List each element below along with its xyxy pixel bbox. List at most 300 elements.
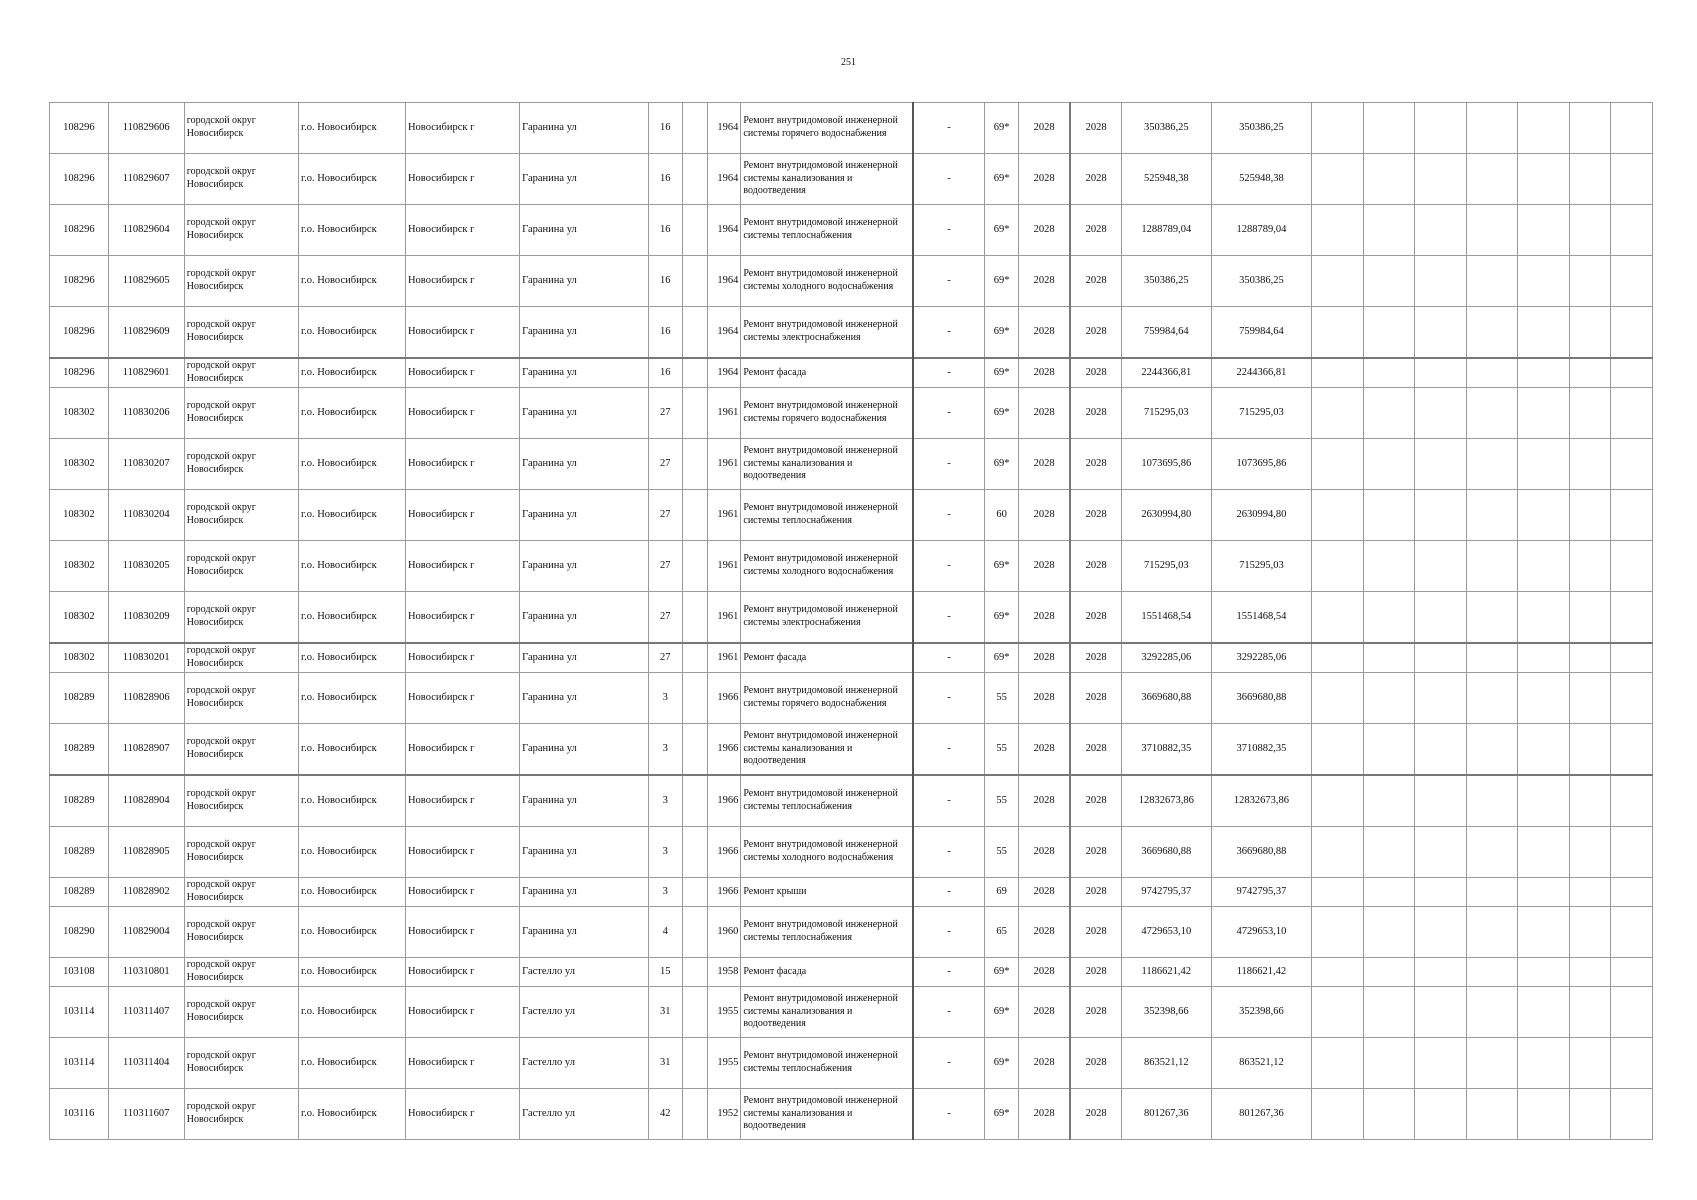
col-city: Новосибирск г: [405, 388, 519, 439]
col-empty: [1569, 388, 1610, 439]
col-empty: [1466, 724, 1517, 776]
col-year-built: 1958: [708, 958, 741, 987]
col-empty: [1363, 307, 1414, 359]
col-year-end: 2028: [1070, 987, 1121, 1038]
col-dash: -: [913, 878, 985, 907]
col-house-number: 3: [648, 724, 682, 776]
col-work-id: 110829607: [108, 154, 184, 205]
col-wear: 69*: [985, 256, 1019, 307]
col-dash: -: [913, 673, 985, 724]
table-row: [50, 878, 1653, 907]
col-dash: -: [913, 439, 985, 490]
table-row: [50, 154, 1653, 205]
table-row: [50, 724, 1653, 776]
col-work-type: Ремонт внутридомовой инженерной системы горячего водоснабжения: [741, 388, 913, 439]
col-empty: [1569, 987, 1610, 1038]
col-empty: [1363, 724, 1414, 776]
col-cost-fund: 1073695,86: [1211, 439, 1312, 490]
col-empty: [1363, 827, 1414, 878]
col-cost-fund: 715295,03: [1211, 541, 1312, 592]
col-city: Новосибирск г: [405, 256, 519, 307]
col-municipality: городской округ Новосибирск: [184, 878, 298, 907]
col-year-end: 2028: [1070, 878, 1121, 907]
col-cost-total: 9742795,37: [1122, 878, 1212, 907]
col-cost-total: 801267,36: [1122, 1089, 1212, 1140]
col-empty: [1610, 643, 1652, 673]
col-year-built: 1966: [708, 673, 741, 724]
col-cost-fund: 3669680,88: [1211, 827, 1312, 878]
col-city: Новосибирск г: [405, 958, 519, 987]
col-district: г.о. Новосибирск: [298, 592, 405, 644]
col-year-end: 2028: [1070, 724, 1121, 776]
col-house-id: 108296: [50, 256, 109, 307]
col-wear: 60: [985, 490, 1019, 541]
col-empty: [1415, 958, 1466, 987]
col-work-id: 110830209: [108, 592, 184, 644]
col-wear: 69*: [985, 987, 1019, 1038]
table-row: [50, 958, 1653, 987]
col-building: [682, 439, 708, 490]
col-empty: [1415, 490, 1466, 541]
col-cost-fund: 1186621,42: [1211, 958, 1312, 987]
col-street: Гаранина ул: [520, 541, 649, 592]
col-wear: 69*: [985, 388, 1019, 439]
col-empty: [1312, 643, 1363, 673]
col-year-end: 2028: [1070, 307, 1121, 359]
col-municipality: городской округ Новосибирск: [184, 1038, 298, 1089]
col-empty: [1312, 724, 1363, 776]
col-district: г.о. Новосибирск: [298, 673, 405, 724]
col-empty: [1363, 592, 1414, 644]
col-empty: [1569, 724, 1610, 776]
col-year-start: 2028: [1019, 154, 1070, 205]
col-empty: [1610, 724, 1652, 776]
col-empty: [1610, 439, 1652, 490]
col-house-number: 27: [648, 643, 682, 673]
col-city: Новосибирск г: [405, 358, 519, 388]
col-district: г.о. Новосибирск: [298, 987, 405, 1038]
col-year-start: 2028: [1019, 388, 1070, 439]
col-empty: [1363, 775, 1414, 827]
table-row: [50, 592, 1653, 644]
col-empty: [1569, 439, 1610, 490]
col-district: г.о. Новосибирск: [298, 775, 405, 827]
col-empty: [1363, 439, 1414, 490]
col-building: [682, 673, 708, 724]
col-empty: [1518, 775, 1569, 827]
col-year-end: 2028: [1070, 592, 1121, 644]
col-street: Гастелло ул: [520, 1038, 649, 1089]
col-municipality: городской округ Новосибирск: [184, 958, 298, 987]
col-year-built: 1964: [708, 154, 741, 205]
col-work-type: Ремонт внутридомовой инженерной системы холодного водоснабжения: [741, 827, 913, 878]
col-cost-fund: 350386,25: [1211, 103, 1312, 154]
col-house-id: 108302: [50, 592, 109, 644]
col-street: Гаранина ул: [520, 673, 649, 724]
col-building: [682, 724, 708, 776]
col-house-number: 27: [648, 592, 682, 644]
col-wear: 69*: [985, 958, 1019, 987]
col-empty: [1518, 307, 1569, 359]
col-year-start: 2028: [1019, 878, 1070, 907]
col-street: Гаранина ул: [520, 878, 649, 907]
col-empty: [1363, 958, 1414, 987]
col-cost-total: 759984,64: [1122, 307, 1212, 359]
col-empty: [1610, 987, 1652, 1038]
col-work-id: 110830207: [108, 439, 184, 490]
col-dash: -: [913, 724, 985, 776]
col-year-start: 2028: [1019, 775, 1070, 827]
col-building: [682, 388, 708, 439]
col-empty: [1518, 987, 1569, 1038]
col-empty: [1610, 907, 1652, 958]
col-cost-fund: 9742795,37: [1211, 878, 1312, 907]
col-city: Новосибирск г: [405, 154, 519, 205]
col-city: Новосибирск г: [405, 103, 519, 154]
col-empty: [1466, 775, 1517, 827]
col-municipality: городской округ Новосибирск: [184, 1089, 298, 1140]
col-dash: -: [913, 592, 985, 644]
col-empty: [1466, 1038, 1517, 1089]
col-year-built: 1966: [708, 878, 741, 907]
col-cost-fund: 350386,25: [1211, 256, 1312, 307]
col-empty: [1363, 1089, 1414, 1140]
col-wear: 69*: [985, 541, 1019, 592]
col-wear: 69: [985, 878, 1019, 907]
col-house-id: 108302: [50, 643, 109, 673]
col-empty: [1312, 358, 1363, 388]
col-year-end: 2028: [1070, 907, 1121, 958]
col-empty: [1569, 775, 1610, 827]
col-work-id: 110829605: [108, 256, 184, 307]
col-house-number: 3: [648, 775, 682, 827]
table-row: [50, 490, 1653, 541]
col-municipality: городской округ Новосибирск: [184, 490, 298, 541]
col-empty: [1610, 1089, 1652, 1140]
table-row: [50, 439, 1653, 490]
col-empty: [1363, 643, 1414, 673]
table-row: [50, 307, 1653, 359]
col-year-start: 2028: [1019, 958, 1070, 987]
col-empty: [1569, 827, 1610, 878]
col-street: Гаранина ул: [520, 643, 649, 673]
col-dash: -: [913, 307, 985, 359]
col-cost-total: 1186621,42: [1122, 958, 1212, 987]
col-street: Гаранина ул: [520, 256, 649, 307]
col-city: Новосибирск г: [405, 592, 519, 644]
col-house-id: 108289: [50, 827, 109, 878]
table-row: [50, 1089, 1653, 1140]
col-empty: [1312, 439, 1363, 490]
col-work-type: Ремонт внутридомовой инженерной системы горячего водоснабжения: [741, 673, 913, 724]
col-cost-total: 3669680,88: [1122, 673, 1212, 724]
col-year-built: 1966: [708, 827, 741, 878]
col-city: Новосибирск г: [405, 541, 519, 592]
col-street: Гаранина ул: [520, 103, 649, 154]
col-house-number: 3: [648, 878, 682, 907]
col-empty: [1518, 1038, 1569, 1089]
col-house-number: 27: [648, 541, 682, 592]
col-empty: [1518, 205, 1569, 256]
col-dash: -: [913, 205, 985, 256]
col-year-built: 1964: [708, 103, 741, 154]
col-empty: [1363, 490, 1414, 541]
col-cost-fund: 3669680,88: [1211, 673, 1312, 724]
col-cost-total: 2244366,81: [1122, 358, 1212, 388]
col-street: Гаранина ул: [520, 388, 649, 439]
col-work-id: 110830204: [108, 490, 184, 541]
col-dash: -: [913, 358, 985, 388]
col-empty: [1518, 358, 1569, 388]
col-building: [682, 827, 708, 878]
col-house-id: 108289: [50, 673, 109, 724]
col-year-start: 2028: [1019, 827, 1070, 878]
col-work-type: Ремонт внутридомовой инженерной системы теплоснабжения: [741, 775, 913, 827]
col-dash: -: [913, 541, 985, 592]
col-empty: [1312, 958, 1363, 987]
col-work-type: Ремонт внутридомовой инженерной системы холодного водоснабжения: [741, 541, 913, 592]
col-city: Новосибирск г: [405, 307, 519, 359]
col-street: Гаранина ул: [520, 358, 649, 388]
col-city: Новосибирск г: [405, 673, 519, 724]
col-cost-total: 12832673,86: [1122, 775, 1212, 827]
col-work-id: 110829604: [108, 205, 184, 256]
col-street: Гаранина ул: [520, 592, 649, 644]
col-year-start: 2028: [1019, 307, 1070, 359]
col-empty: [1518, 878, 1569, 907]
col-building: [682, 490, 708, 541]
col-year-built: 1961: [708, 388, 741, 439]
table-row: [50, 987, 1653, 1038]
col-year-built: 1955: [708, 987, 741, 1038]
col-work-type: Ремонт фасада: [741, 958, 913, 987]
col-year-start: 2028: [1019, 1089, 1070, 1140]
col-wear: 69*: [985, 439, 1019, 490]
table-row: [50, 541, 1653, 592]
col-wear: 69*: [985, 1089, 1019, 1140]
col-dash: -: [913, 987, 985, 1038]
col-empty: [1466, 154, 1517, 205]
page-number: 251: [841, 57, 856, 68]
col-cost-total: 525948,38: [1122, 154, 1212, 205]
col-empty: [1610, 307, 1652, 359]
col-empty: [1466, 907, 1517, 958]
col-empty: [1569, 878, 1610, 907]
col-empty: [1610, 958, 1652, 987]
col-house-id: 108296: [50, 205, 109, 256]
col-municipality: городской округ Новосибирск: [184, 388, 298, 439]
table-row: [50, 827, 1653, 878]
col-work-id: 110830205: [108, 541, 184, 592]
col-empty: [1610, 775, 1652, 827]
col-cost-fund: 863521,12: [1211, 1038, 1312, 1089]
col-district: г.о. Новосибирск: [298, 154, 405, 205]
col-dash: -: [913, 103, 985, 154]
col-empty: [1312, 490, 1363, 541]
col-year-start: 2028: [1019, 724, 1070, 776]
col-year-end: 2028: [1070, 1038, 1121, 1089]
col-wear: 55: [985, 673, 1019, 724]
col-empty: [1363, 541, 1414, 592]
col-empty: [1466, 358, 1517, 388]
col-empty: [1518, 541, 1569, 592]
col-empty: [1363, 673, 1414, 724]
col-street: Гаранина ул: [520, 154, 649, 205]
col-work-type: Ремонт крыши: [741, 878, 913, 907]
col-empty: [1363, 256, 1414, 307]
col-cost-total: 715295,03: [1122, 541, 1212, 592]
col-work-type: Ремонт внутридомовой инженерной системы теплоснабжения: [741, 205, 913, 256]
col-city: Новосибирск г: [405, 724, 519, 776]
col-year-start: 2028: [1019, 987, 1070, 1038]
col-house-id: 103108: [50, 958, 109, 987]
col-empty: [1466, 307, 1517, 359]
col-empty: [1415, 673, 1466, 724]
col-district: г.о. Новосибирск: [298, 256, 405, 307]
col-district: г.о. Новосибирск: [298, 103, 405, 154]
col-city: Новосибирск г: [405, 439, 519, 490]
col-municipality: городской округ Новосибирск: [184, 643, 298, 673]
col-wear: 69*: [985, 307, 1019, 359]
col-empty: [1569, 958, 1610, 987]
col-empty: [1363, 205, 1414, 256]
col-municipality: городской округ Новосибирск: [184, 592, 298, 644]
col-empty: [1312, 154, 1363, 205]
col-empty: [1569, 154, 1610, 205]
col-building: [682, 907, 708, 958]
col-empty: [1312, 256, 1363, 307]
col-building: [682, 358, 708, 388]
col-empty: [1415, 439, 1466, 490]
table-row: [50, 673, 1653, 724]
col-empty: [1610, 673, 1652, 724]
col-empty: [1569, 103, 1610, 154]
col-house-id: 108296: [50, 307, 109, 359]
col-cost-total: 350386,25: [1122, 103, 1212, 154]
col-year-built: 1961: [708, 490, 741, 541]
col-work-type: Ремонт внутридомовой инженерной системы канализования и водоотведения: [741, 154, 913, 205]
col-year-built: 1966: [708, 724, 741, 776]
col-work-id: 110828904: [108, 775, 184, 827]
col-house-id: 108289: [50, 724, 109, 776]
col-year-end: 2028: [1070, 439, 1121, 490]
col-empty: [1312, 878, 1363, 907]
col-district: г.о. Новосибирск: [298, 643, 405, 673]
col-cost-fund: 1551468,54: [1211, 592, 1312, 644]
col-building: [682, 205, 708, 256]
col-municipality: городской округ Новосибирск: [184, 827, 298, 878]
col-house-number: 3: [648, 673, 682, 724]
col-building: [682, 987, 708, 1038]
col-district: г.о. Новосибирск: [298, 439, 405, 490]
table-body: [50, 103, 1653, 1140]
col-empty: [1312, 592, 1363, 644]
col-empty: [1569, 541, 1610, 592]
repair-registry-table: [49, 102, 1653, 1140]
col-year-start: 2028: [1019, 1038, 1070, 1089]
col-empty: [1466, 541, 1517, 592]
col-house-id: 108290: [50, 907, 109, 958]
col-year-built: 1955: [708, 1038, 741, 1089]
col-dash: -: [913, 1038, 985, 1089]
table-row: [50, 205, 1653, 256]
col-empty: [1466, 987, 1517, 1038]
col-municipality: городской округ Новосибирск: [184, 205, 298, 256]
col-work-id: 110311607: [108, 1089, 184, 1140]
col-district: г.о. Новосибирск: [298, 1038, 405, 1089]
col-house-number: 4: [648, 907, 682, 958]
col-empty: [1610, 827, 1652, 878]
col-house-number: 31: [648, 987, 682, 1038]
col-city: Новосибирск г: [405, 987, 519, 1038]
col-empty: [1569, 1038, 1610, 1089]
col-house-id: 108296: [50, 103, 109, 154]
col-dash: -: [913, 256, 985, 307]
col-cost-fund: 352398,66: [1211, 987, 1312, 1038]
col-empty: [1415, 154, 1466, 205]
col-empty: [1569, 358, 1610, 388]
col-house-id: 108302: [50, 490, 109, 541]
table-row: [50, 907, 1653, 958]
col-empty: [1312, 103, 1363, 154]
col-cost-fund: 759984,64: [1211, 307, 1312, 359]
col-year-end: 2028: [1070, 256, 1121, 307]
col-cost-total: 4729653,10: [1122, 907, 1212, 958]
col-empty: [1363, 878, 1414, 907]
col-municipality: городской округ Новосибирск: [184, 307, 298, 359]
table-row: [50, 103, 1653, 154]
col-work-id: 110828906: [108, 673, 184, 724]
col-empty: [1610, 205, 1652, 256]
col-empty: [1312, 907, 1363, 958]
col-empty: [1415, 205, 1466, 256]
col-empty: [1466, 827, 1517, 878]
col-district: г.о. Новосибирск: [298, 205, 405, 256]
col-work-type: Ремонт внутридомовой инженерной системы электроснабжения: [741, 592, 913, 644]
col-empty: [1518, 958, 1569, 987]
col-work-id: 110311407: [108, 987, 184, 1038]
col-district: г.о. Новосибирск: [298, 724, 405, 776]
col-city: Новосибирск г: [405, 643, 519, 673]
col-house-id: 103114: [50, 1038, 109, 1089]
col-building: [682, 154, 708, 205]
col-dash: -: [913, 775, 985, 827]
col-work-id: 110828902: [108, 878, 184, 907]
col-empty: [1466, 256, 1517, 307]
col-year-built: 1961: [708, 439, 741, 490]
col-cost-total: 3710882,35: [1122, 724, 1212, 776]
col-year-start: 2028: [1019, 907, 1070, 958]
col-house-id: 108289: [50, 878, 109, 907]
col-work-id: 110829606: [108, 103, 184, 154]
col-street: Гаранина ул: [520, 439, 649, 490]
col-house-number: 16: [648, 256, 682, 307]
col-empty: [1363, 358, 1414, 388]
col-cost-total: 715295,03: [1122, 388, 1212, 439]
col-municipality: городской округ Новосибирск: [184, 439, 298, 490]
col-work-id: 110829609: [108, 307, 184, 359]
col-cost-total: 1551468,54: [1122, 592, 1212, 644]
col-empty: [1415, 878, 1466, 907]
col-empty: [1312, 388, 1363, 439]
col-empty: [1415, 987, 1466, 1038]
col-empty: [1466, 490, 1517, 541]
col-empty: [1610, 878, 1652, 907]
col-house-number: 16: [648, 358, 682, 388]
col-empty: [1569, 205, 1610, 256]
col-empty: [1518, 643, 1569, 673]
col-dash: -: [913, 907, 985, 958]
